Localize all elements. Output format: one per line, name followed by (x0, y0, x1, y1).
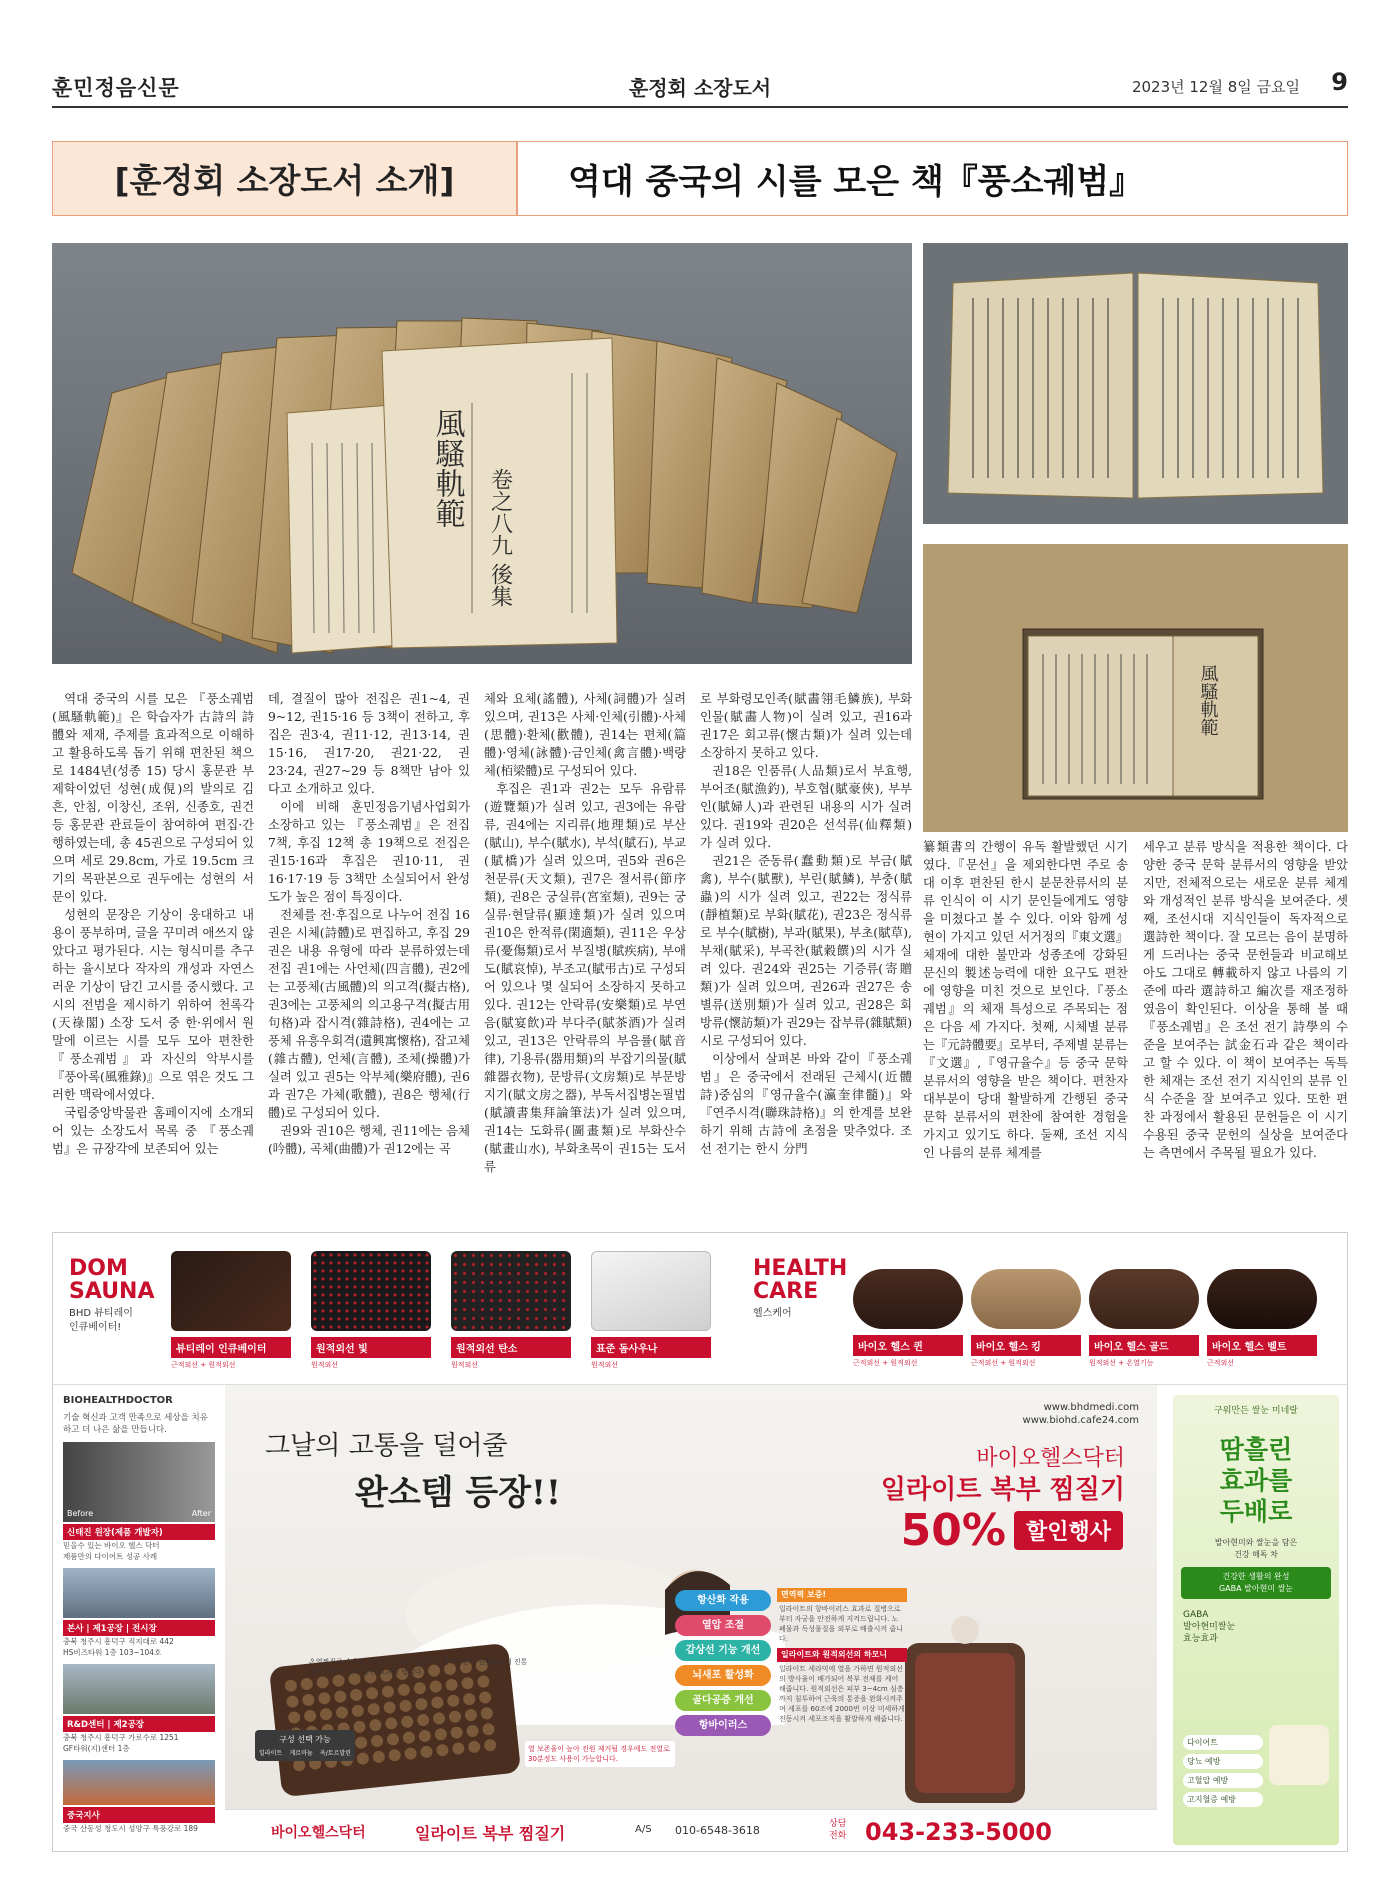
article-paragraph: 역대 중국의 시를 모은 『풍소궤범(風騷軌範)』은 학습자가 古詩의 詩體와 제재, 주제를 효과적으로 이해하고 활용하도록 돕기 위해 편찬된 책으로 1484년(성종 15) 당시 홍문관 부제학이었던 성현(成俔)의 발의로 김흔, 안침, 이창신, 조위, 신종호, 권건 등 홍문관 관료들이 참여하여 편집·간행하였는데, 총 45권으로 구성되어 있으며 세로 29.8cm, 가로 19.5cm 크기의 목판본으로 권두에는 성현의 서문이 있다. (52, 692, 254, 904)
product-label: 바이오 헬스 퀸 (853, 1335, 963, 1356)
page-number: 9 (1331, 68, 1348, 96)
rice-package-image (1269, 1725, 1329, 1785)
article-paragraph: 권9와 권10은 행체, 권11에는 음체(吟體), 곡체(曲體)가 권12에는 곡 (268, 1124, 470, 1156)
case-book-title: 風騷軌範 (1197, 664, 1219, 736)
health-product[interactable] (1207, 1251, 1317, 1368)
product-label: 원적외선 탄소 (451, 1337, 571, 1358)
feature-pill: 항바이러스 (675, 1715, 771, 1736)
product-lineup (53, 1233, 1347, 1385)
newspaper-name: 훈민정음신문 (52, 76, 180, 100)
benefit-item: 당뇨 예방 (1183, 1754, 1263, 1769)
article-paragraph: 이에 비해 훈민정음기념사업회가 소장하고 있는 『풍소궤범』은 전집 7책, 후집 12책 총 19책으로 전집은 권15·16과 후집은 권10·11, 권16·17·19 등 3책만 소실되어서 완성도가 높은 점이 특징이다. (268, 800, 470, 904)
feature-pill: 뇌새포 활성화 (675, 1665, 771, 1686)
china-label: 중국지사 (63, 1807, 215, 1823)
health-product[interactable] (971, 1251, 1081, 1368)
slogan-line2: 완소템 등장!! (355, 1473, 561, 1513)
article-paragraph: 국립중앙박물관 홈페이지에 소개되어 있는 소장도서 목록 중 『풍소궤범』은 규장각에 보존되어 있는 (52, 1106, 254, 1156)
article-paragraph: 로 부화령모인족(賦畵翎毛鱗族), 부화인물(賦畵人物)이 실려 있고, 권16과 권17은 회고류(懷古類)가 실려 있는데 소장하지 못하고 있다. (700, 692, 912, 760)
discount-badge (901, 1505, 1123, 1556)
option-box (255, 1730, 355, 1761)
article-paragraph: 후집은 권1과 권2는 모두 유람류(遊覽類)가 실려 있고, 권3에는 유람류, 권4에는 지리류(地理類)로 부산(賦山), 부수(賦水), 부석(賦石), 부교(賦橋)가 실려 있으며, 권5와 권6은 천문류(天文類), 권7은 절서류(節序類), 권8은 궁실류(宮室類), 권9는 궁실류·현달류(顯達類)가 실려 있으며 권10은 한적류(閑適類), 권11은 우상류(憂傷類)로서 부질병(賦疾病), 부애도(賦哀悼), 부조고(賦弔古)로 구성되어 있으나 몇 실되어 소장하지 못하고 있다. 권12는 안락류(安樂類)로 부연음(賦宴飮)과 부다주(賦茶酒)가 실려 있고, 권13은 안락류의 부음률(賦音律), 기용류(器用類)의 부잡기의물(賦雜器衣物), 문방류(文房類)로 부문방지기(賦文房之器), 부독서집병논필법(賦讀書集拜論筆法)가 실려 있으며, 권14는 도화류(圖畫類)로 부화산수(賦畫山水), 부화초목이 권15는 도서류 (484, 782, 686, 1174)
option-item: 일라이트 (259, 1750, 283, 1757)
benefit-item: 고지혈증 예방 (1183, 1792, 1263, 1807)
rice-subtitle: 발아현미와 쌀눈을 담은 건강 해독 차 (1214, 1538, 1298, 1559)
article-column-4 (700, 690, 912, 1220)
article-paragraph: 권21은 준동류(蠢動類)로 부금(賦禽), 부수(賦獸), 부린(賦鱗), 부충(賦蟲)의 시가 실려 있고, 권22는 정식류(靜植類)로 부화(賦花), 권23은 정식류로 부수(賦樹), 부과(賦果), 부초(賦草), 부채(賦采), 부곡찬(賦穀饌)의 시가 실려 있다. 권24와 권25는 기증류(寄贈類)가 실려 있으며, 권26과 권27은 송별류(送別類)가 실려 있고, 권28은 회방류(懷訪類)가 권29는 잡부류(雜賦類) 시로 구성되어 있다. (700, 854, 912, 1048)
benefit-title: 면역력 보증! (777, 1588, 907, 1602)
health-product[interactable] (853, 1251, 963, 1368)
product-label: 원적외선 빛 (311, 1337, 431, 1358)
benefit-text: 일라이트의 항바이러스 효과로 질병으로 부터 자궁을 안전하게 지켜드립니다. 노폐물과 독성물질을 외부로 배출시켜 줍니다. (779, 1605, 903, 1643)
advertisement (52, 1232, 1348, 1852)
product-caption: 근적외선 + 원적외선 (853, 1359, 918, 1367)
product-caption: 근적외선 (1207, 1359, 1235, 1367)
product-label: 바이오 헬스 킹 (971, 1335, 1081, 1356)
consult-phone[interactable]: 043-233-5000 (865, 1818, 1052, 1846)
sauna-product[interactable] (171, 1251, 291, 1370)
china-address: 중국 산동성 청도시 성양구 특풍강로 189 (63, 1824, 198, 1833)
feature-pills (675, 1590, 771, 1790)
benefit-box-2 (777, 1648, 907, 1726)
article-column-6 (1143, 838, 1348, 1220)
after-label: After (191, 1509, 211, 1518)
product-caption: 원적외선 (311, 1361, 339, 1369)
option-title: 구성 선택 가능 (279, 1735, 331, 1744)
discount-label: 할인행사 (1014, 1511, 1123, 1550)
article-paragraph: 데, 결질이 많아 전집은 권1~4, 권9~12, 권15·16 등 3책이 전하고, 후집은 권3·4, 권11·12, 권13·14, 권15·16, 권17·20, 권21·22, 권23·24, 권27~29 등 8책만 남아 있다고 소개하고 있다. (268, 692, 470, 796)
before-after-photo (63, 1442, 215, 1522)
rd-label: R&D센터 | 제2공장 (63, 1716, 215, 1732)
belly-heater-image (905, 1616, 1025, 1803)
benefit-item: 고혈압 예방 (1183, 1773, 1263, 1788)
article-column-3 (484, 690, 686, 1220)
book-cover-title: 風騷軌範 (429, 408, 465, 528)
rice-headline: 땀흘린 효과를 두배로 (1219, 1435, 1293, 1526)
section-title: 훈정회 소장도서 (628, 76, 772, 100)
hq-address: 충북 청주시 흥덕구 직지대로 442 HS비즈타워 1층 103~104호 (63, 1637, 174, 1657)
as-phone[interactable]: 010-6548-3618 (675, 1824, 760, 1837)
article-paragraph: 纂類書의 간행이 유독 활발했던 시기였다.『문선』을 제외한다면 주로 송대 이후 편찬된 한시 분문찬류서의 분류 인식이 이 시기 문인들에게도 영향을 미쳤다고 볼 수 있다. 이와 함께 성현이 가지고 있던 서거정의『東文選』체재에 대한 불만과 성종조에 강화된 문신의 製述능력에 대한 요구도 편찬에 영향을 미친 것으로 보인다.『풍소궤범』의 체재 특성으로 주목되는 점은 다음 세 가지다. 첫째, 시체별 분류는『元詩體要』로부터, 주제별 분류는『文選』,『영규율수』등 중국 문학 분류서의 영향을 받은 책이다. 편찬자 대부분이 당대 활발하게 간행된 중국 문학 분류서의 편찬에 참여한 경험을 가지고 있기도 하다. 둘째, 조선 지식인 나름의 분류 체계를 (923, 840, 1128, 1160)
as-label: A/S (635, 1824, 652, 1835)
company-info (63, 1395, 215, 1845)
product-caption: 원적외선 (591, 1361, 619, 1369)
fanned-books-photo (52, 243, 912, 664)
health-care-title: HEALTH CARE (753, 1256, 848, 1304)
product-label: 뷰티레이 인큐베이터 (171, 1337, 291, 1358)
feature-pill: 항산화 작용 (675, 1590, 771, 1611)
article-paragraph: 전체를 전·후집으로 나누어 전집 16권은 시체(詩體)로 편집하고, 후집 29권은 내용 유형에 따라 분류하였는데 전집 권1에는 사언체(四言體), 권2에는 고풍체(古風體)의 의고격(擬古格), 권3에는 고풍체의 의고용구격(擬古用句格)과 잡시격(雜詩格), 권4에는 고풍체 유흥우회격(遺興寓懷格), 잡고체(雜古體), 언체(言體), 조체(操體)가 실려 있고 권5는 악부체(樂府體), 권6과 권7은 가체(歌體), 권8은 행체(行體)로 구성되어 있다. (268, 908, 470, 1120)
sauna-product[interactable] (591, 1251, 711, 1370)
image-caption: 온열찜질로 수축된 혈관과 근육을 이완시켜 혈액순환이 원활해져서 진통제를 복용한 것과 같은 효과를 냅니다. (309, 1658, 528, 1676)
benefit-box-1 (777, 1588, 907, 1646)
product-caption: 원적외선 (451, 1361, 479, 1369)
article-column-2 (268, 690, 470, 1220)
option-item: 옥/토르말린 (319, 1750, 351, 1757)
title-divider (516, 142, 518, 215)
china-photo (63, 1760, 215, 1805)
consult-label: 상담 전화 (829, 1819, 847, 1841)
product-label: 바이오 헬스 골드 (1089, 1335, 1199, 1356)
product-caption: 근적외선 + 원적외선 (171, 1361, 236, 1369)
hq-photo (63, 1568, 215, 1618)
website-urls[interactable]: www.bhdmedi.com www.biohd.cafe24.com (1022, 1402, 1139, 1426)
product-caption: 원적외선 + 온열기능 (1089, 1359, 1154, 1367)
column-tag: [훈정회 소장도서 소개] (53, 142, 516, 215)
footer-product: 일라이트 복부 찜질기 (415, 1824, 566, 1843)
rd-photo (63, 1664, 215, 1714)
feature-pill: 열압 조절 (675, 1615, 771, 1636)
article-paragraph: 권18은 인품류(人品類)로서 부효행, 부어조(賦漁釣), 부호협(賦豪俠), 부부인(賦婦人)과 관련된 내용의 시가 실려 있다. 권19와 권20은 선석류(仙釋類)가 실려 있다. (700, 764, 912, 850)
discount-value: 50% (900, 1505, 1006, 1556)
benefit-item: 다이어트 (1183, 1735, 1263, 1750)
rd-address: 충북 청주시 흥덕구 가로수로 1251 GF타워(지)센터 1층 (63, 1733, 179, 1753)
open-book-photo (923, 243, 1348, 524)
article-title-bar (52, 141, 1348, 216)
option-item: 게르마늄 (289, 1750, 313, 1757)
article-column-5 (923, 838, 1128, 1220)
warm-note: 열 보존율이 높아 전원 제거될 경우에도 전열로 30분정도 사용이 가능합니다. (525, 1741, 675, 1767)
benefit-text: 일라이트 세라믹에 열을 가하면 원적외선의 방사율이 배가되어 복부 전체를 케어해줍니다. 원적외선은 피부 3~4cm 심층까지 침투하여 근육의 통증을 완화시켜주며 세포를 60조에 2000번 이상 미세하게 진동시켜 세포조직을 활발하게 해줍니다. (779, 1665, 905, 1723)
article-paragraph: 세우고 분류 방식을 적용한 책이다. 다양한 중국 문학 분류서의 영향을 받았지만, 전체적으로는 새로운 분류 체계와 개성적인 분류 방식을 보여준다. 셋째, 조선시대 지식인들이 독자적으로 選詩한 책이다. 잘 모르는 음이 분명하게 드러나는 중국 문헌들과 비교해보아도 그대로 轉載하지 않고 나름의 기준에 따라 選詩하고 編次를 재조정하였음이 확인된다. 이상을 통해 볼 때『풍소궤범』은 조선 전기 詩學의 수준을 보여주는 試金石과 같은 책이라고 할 수 있다. 이 책이 보여주는 독특한 체재는 조선 전기 지식인의 분류 인식 수준을 잘 보여주고 있다. 또한 편찬 과정에서 활용된 문헌들은 이 시기 수용된 중국 문헌의 실상을 보여준다는 측면에서 주목될 필요가 있다. (1143, 840, 1348, 1160)
dom-sauna-title: DOM SAUNA (69, 1256, 155, 1304)
ceo-label: 신태진 원장(제품 개발자) (63, 1524, 215, 1540)
dom-sauna-sub: BHD 뷰티레이 인큐베이터! (69, 1308, 133, 1333)
article-paragraph: 성현의 문장은 기상이 웅대하고 내용이 풍부하며, 글을 꾸미려 애쓰지 않았다고 평가된다. 시는 형식미를 추구하는 율시보다 작자의 개성과 자연스러운 기상이 담긴 고시를 중시했다. 고시의 전범을 제시하기 위하여 천록각(天祿閣) 소장 도서 중 한·위에서 원 말에 이르는 시를 모두 모아 편찬한 『풍소궤범』과 자신의 악부시를 『풍아록(風雅錄)』으로 엮은 것도 그러한 맥락에서였다. (52, 908, 254, 1102)
page-header (52, 66, 1348, 108)
before-label: Before (67, 1509, 94, 1518)
company-logo: BIOHEALTHDOCTOR (63, 1395, 173, 1406)
feature-pill: 갑상선 기능 개선 (675, 1640, 771, 1661)
product-label: 바이오 헬스 벨트 (1207, 1335, 1317, 1356)
ad-main-visual (225, 1385, 1157, 1852)
rice-green-banner: 건강한 생활의 완성 GABA 발아현미 쌀눈 (1181, 1567, 1331, 1599)
rice-tagline: 구워만든 쌀눈 미네랄 (1214, 1406, 1298, 1416)
sauna-product[interactable] (311, 1251, 431, 1370)
sauna-product[interactable] (451, 1251, 571, 1370)
feature-pill: 골다공증 개선 (675, 1690, 771, 1711)
rice-benefits (1183, 1735, 1263, 1807)
book-case-photo (923, 544, 1348, 832)
company-desc: 기술 혁신과 고객 만족으로 세상을 치유하고 더 나은 삶을 만듭니다. (63, 1413, 208, 1435)
ad-footer (225, 1809, 1157, 1852)
rice-gaba-label: GABA 발아현미쌀눈 효능효과 (1183, 1610, 1236, 1644)
health-care-sub: 헬스케어 (753, 1308, 792, 1319)
article-headline: 역대 중국의 시를 모은 책『풍소궤범』 (568, 162, 1144, 202)
rice-product-ad (1173, 1395, 1339, 1845)
product-label: 표준 돔사우나 (591, 1337, 711, 1358)
article-paragraph: 이상에서 살펴본 바와 같이『풍소궤범』은 중국에서 전래된 근체시(近體詩)중심의『영규율수(瀛奎律髓)』와『연주시격(聯珠詩格)』의 한계를 보완하기 위해 古詩에 초점을 맞추었다. 조선 전기는 한시 分門 (700, 1052, 912, 1156)
ceo-desc: 믿을수 있는 바이오 헬스 닥터 제품만의 다이어트 성공 사례 (63, 1541, 160, 1561)
product-brand: 바이오헬스닥터 (976, 1446, 1125, 1471)
benefit-title: 일라이트와 원적외선의 하모니 (777, 1648, 907, 1662)
article-column-1 (52, 690, 254, 1220)
product-caption: 근적외선 + 원적외선 (971, 1359, 1036, 1367)
book-cover-volume: 卷之八九 後集 (487, 468, 513, 607)
slogan-line1: 그날의 고통을 덜어줄 (265, 1431, 508, 1461)
hq-label: 본사 | 제1공장 | 전시장 (63, 1620, 215, 1636)
footer-brand: 바이오헬스닥터 (271, 1825, 366, 1841)
issue-date: 2023년 12월 8일 금요일 (1131, 78, 1300, 96)
article-paragraph: 체와 요체(謠體), 사체(詞體)가 실려 있으며, 권13은 사체·인체(引體)·사체(思體)·환체(歡體), 권14는 편체(篇體)·영체(詠體)·금인체(禽言體)·백량체(栢梁體)로 구성되어 있다. (484, 692, 686, 778)
product-name: 일라이트 복부 찜질기 (880, 1475, 1125, 1505)
health-product[interactable] (1089, 1251, 1199, 1368)
